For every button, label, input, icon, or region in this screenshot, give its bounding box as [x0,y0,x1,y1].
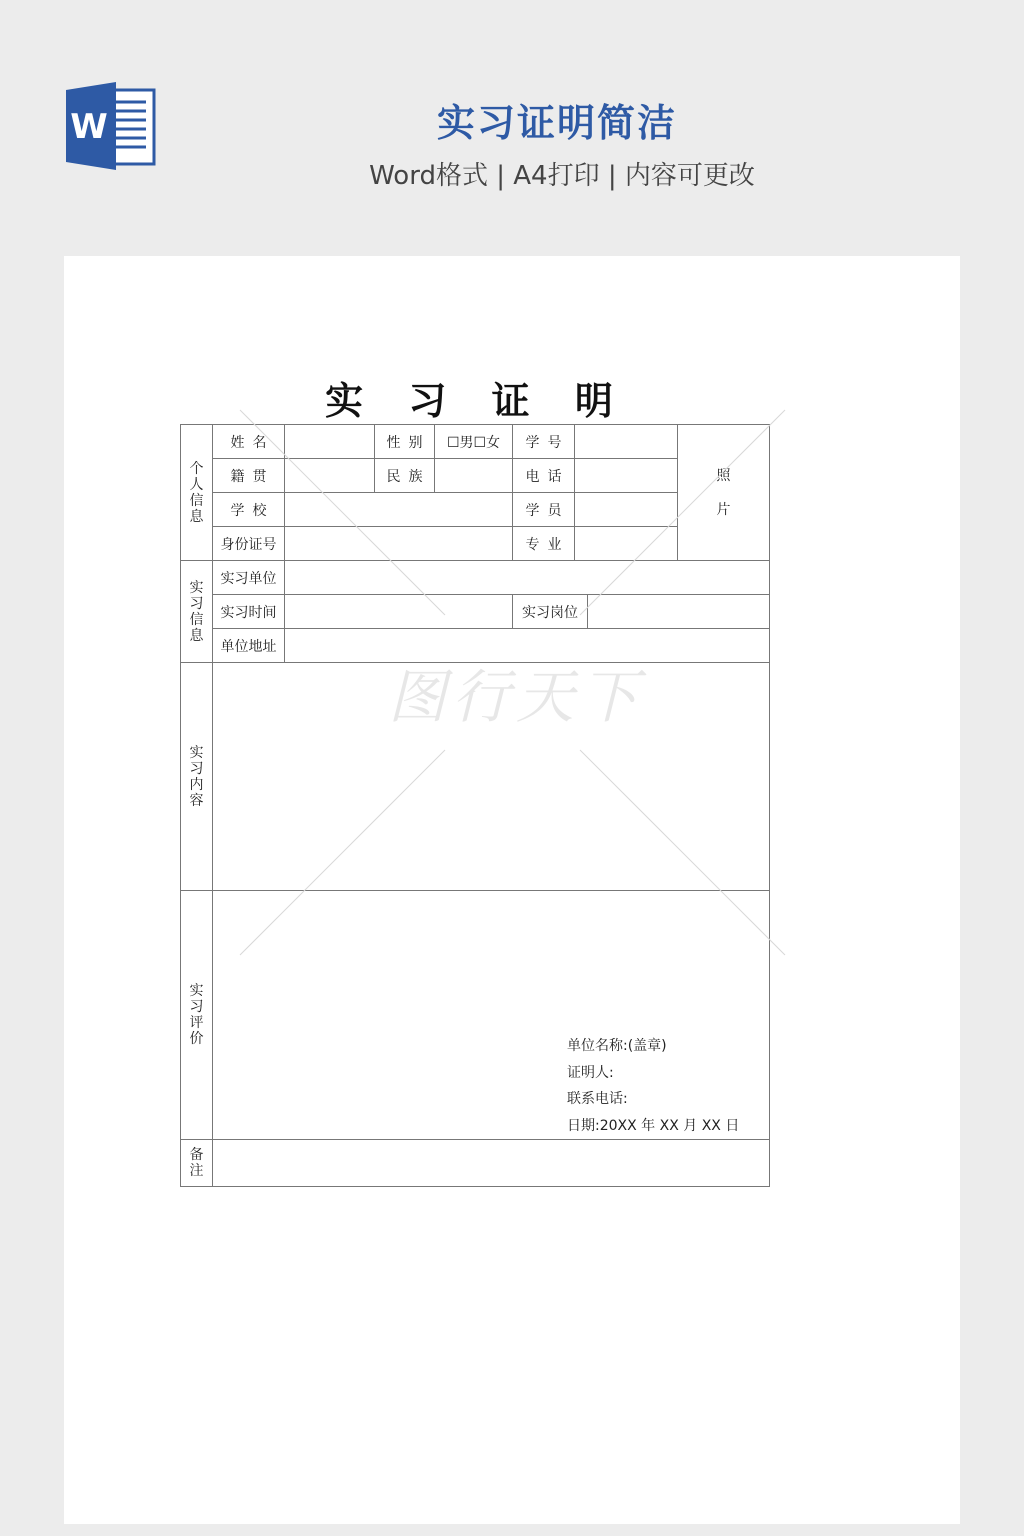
label-unit-address: 单位地址 [213,629,285,663]
label-intern-unit: 实习单位 [213,561,285,595]
input-intern-post[interactable] [588,595,770,629]
section-remarks: 备 注 [181,1140,213,1187]
watermark-text: 图行天下 [388,663,645,731]
label-intern-time: 实习时间 [213,595,285,629]
label-name: 姓名 [213,425,285,459]
input-remarks[interactable] [213,1140,770,1187]
signature-block [567,1033,739,1139]
input-ethnicity[interactable] [435,459,513,493]
label-ethnicity: 民族 [375,459,435,493]
photo-box[interactable]: 照 片 [678,425,770,561]
page-subtitle: Word格式 | A4打印 | 内容可更改 [369,161,755,191]
input-native-place[interactable] [285,459,375,493]
input-student-id[interactable] [575,425,678,459]
input-id-number[interactable] [285,527,513,561]
label-gender: 性别 [375,425,435,459]
section-personal-info: 个 人 信 息 [181,425,213,561]
label-phone: 电话 [513,459,575,493]
section-intern-info: 实 习 信 息 [181,561,213,663]
label-intern-post: 实习岗位 [513,595,588,629]
signature-date: 日期:20XX 年 XX 月 XX 日 [567,1117,740,1134]
label-id-number: 身份证号 [213,527,285,561]
signature-unit: 单位名称:(盖章) [567,1038,667,1054]
section-intern-content: 实 习 内 容 [181,663,213,891]
signature-contact: 联系电话: [567,1091,628,1107]
input-phone[interactable] [575,459,678,493]
section-intern-evaluation: 实 习 评 价 [181,891,213,1140]
label-native-place: 籍贯 [213,459,285,493]
input-name[interactable] [285,425,375,459]
gender-checkboxes[interactable]: ☐男☐女 [435,425,513,459]
label-major: 专业 [513,527,575,561]
label-trainee: 学员 [513,493,575,527]
document-title: 实 习 证 明 [325,378,629,423]
input-intern-time[interactable] [285,595,513,629]
label-school: 学校 [213,493,285,527]
input-major[interactable] [575,527,678,561]
word-icon-letter: W [70,107,108,147]
page-title: 实习证明简洁 [436,101,677,145]
signature-certifier: 证明人: [567,1064,614,1081]
input-trainee[interactable] [575,493,678,527]
input-intern-unit[interactable] [285,561,770,595]
input-school[interactable] [285,493,513,527]
label-student-id: 学号 [513,425,575,459]
